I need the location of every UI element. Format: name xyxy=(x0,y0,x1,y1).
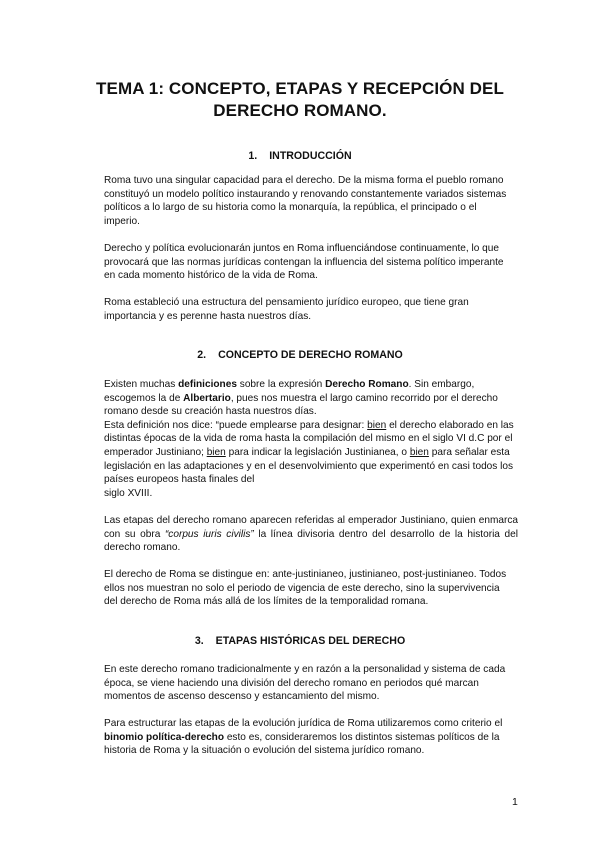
text-line: importancia y es perenne hasta nuestros días. xyxy=(104,310,312,322)
text-line: Roma estableció una estructura del pensamiento jurídico europeo, que tiene gran xyxy=(104,297,469,308)
text-run: el derecho elaborado en las xyxy=(386,419,514,431)
bold-run: binomio política-derecho xyxy=(104,731,225,743)
text-line: distintas épocas de la vida de roma hasta la compilación del mismo en el siglo VI d.C por el xyxy=(104,433,513,445)
document-title xyxy=(0,78,600,122)
section-heading-etapas xyxy=(0,634,600,648)
bold-run: definiciones xyxy=(178,379,237,390)
bold-run: Derecho Romano xyxy=(325,379,409,390)
concepto-paragraph-1 xyxy=(104,378,518,500)
text-run: sobre la expresión xyxy=(236,379,326,390)
text-line: países europeos hasta finales del xyxy=(104,474,255,486)
underlined-run: bien xyxy=(409,446,429,458)
text-run: escogemos la de xyxy=(104,392,184,404)
etapas-paragraph-2 xyxy=(104,717,518,758)
text-run: emperador Justiniano; xyxy=(104,446,207,458)
text-run: Esta definición nos dice: “puede emplearse para designar: xyxy=(104,419,368,431)
text-line: En este derecho romano tradicionalmente y en razón a la personalidad y sistema de cada xyxy=(104,664,506,675)
text-line: provocará que las normas jurídicas contengan la influencia del sistema político imperante xyxy=(104,256,504,268)
underlined-run: bien xyxy=(367,419,387,431)
page-number: 1 xyxy=(512,796,518,808)
concepto-paragraph-3 xyxy=(104,568,518,609)
section-title: CONCEPTO DE DERECHO ROMANO xyxy=(218,349,403,361)
intro-paragraph-2 xyxy=(104,242,518,283)
text-line: del derecho de Roma más allá de los límites de la temporalidad romana. xyxy=(104,596,429,608)
text-run: esto es, consideraremos los distintos sistemas políticos de la xyxy=(224,731,500,743)
title-line-1: TEMA 1: CONCEPTO, ETAPAS Y RECEPCIÓN DEL xyxy=(96,79,504,98)
text-run: , pues nos muestra el largo camino recorrido por el derecho xyxy=(230,392,498,404)
text-run: . Sin embargo, xyxy=(408,379,475,390)
bold-run: Albertario xyxy=(183,392,231,404)
title-line-2: DERECHO ROMANO. xyxy=(213,101,387,120)
text-line: políticos a lo largo de su historia como la monarquía, la república, el principado o el xyxy=(104,202,477,214)
text-line: imperio. xyxy=(104,215,140,227)
text-line xyxy=(104,731,518,745)
text-line: constituyó un modelo político instaurando y renovando constantemente variados sistemas xyxy=(104,188,507,200)
text-run: para señalar esta xyxy=(428,446,510,458)
text-line: romano desde su creación hasta nuestros días. xyxy=(104,406,317,418)
text-line: historia de Roma y la situación o evolución del sistema jurídico romano. xyxy=(104,745,425,757)
text-run: la línea divisoria dentro del desarrollo de la historia del xyxy=(253,528,518,540)
concepto-paragraph-2 xyxy=(104,514,518,555)
text-line: Para estructurar las etapas de la evolución jurídica de Roma utilizaremos como criterio el xyxy=(104,718,503,729)
section-number: 2. xyxy=(197,349,207,361)
text-line: legislación en las adaptaciones y en el desenvolvimiento que experimentó en casi todos los xyxy=(104,460,514,472)
intro-paragraph-3 xyxy=(104,296,518,323)
section-title: INTRODUCCIÓN xyxy=(269,150,352,162)
etapas-paragraph-1 xyxy=(104,663,518,704)
text-line: época, se viene haciendo una división del derecho romano en periodos qué marcan xyxy=(104,677,479,689)
text-line: siglo XVIII. xyxy=(104,487,153,499)
text-line: Roma tuvo una singular capacidad para el derecho. De la misma forma el pueblo romano xyxy=(104,175,504,186)
underlined-run: bien xyxy=(206,446,226,458)
intro-paragraph-1 xyxy=(104,174,518,228)
text-line: en cada momento histórico de la vida de Roma. xyxy=(104,270,318,282)
section-heading-introduccion xyxy=(0,149,600,163)
text-line xyxy=(104,378,518,392)
text-line: Derecho y política evolucionarán juntos en Roma influenciándose continuamente, lo que xyxy=(104,243,500,254)
text-line xyxy=(104,446,518,460)
section-heading-concepto xyxy=(0,348,600,362)
text-line xyxy=(104,419,518,433)
text-line: ellos nos muestran no solo el periodo de vigencia de este derecho, sino la supervivencia xyxy=(104,582,500,594)
text-run: con su obra xyxy=(104,528,165,540)
text-line: El derecho de Roma se distingue en: ante-justinianeo, justinianeo, post-justinianeo. Todos xyxy=(104,569,507,580)
text-line xyxy=(104,528,518,542)
section-title: ETAPAS HISTÓRICAS DEL DERECHO xyxy=(215,635,406,647)
section-number: 3. xyxy=(194,635,204,647)
text-line: derecho romano. xyxy=(104,542,181,554)
text-line: Las etapas del derecho romano aparecen referidas al emperador Justiniano, quien enmarca xyxy=(104,515,518,526)
text-line xyxy=(104,392,518,406)
text-run: Existen muchas xyxy=(104,379,179,390)
section-number: 1. xyxy=(248,150,258,162)
italic-run: “corpus iuris civilis” xyxy=(164,528,254,540)
text-run: para indicar la legislación Justinianea, o xyxy=(225,446,410,458)
text-line: momentos de ascenso descenso y estancamiento del mismo. xyxy=(104,691,380,703)
